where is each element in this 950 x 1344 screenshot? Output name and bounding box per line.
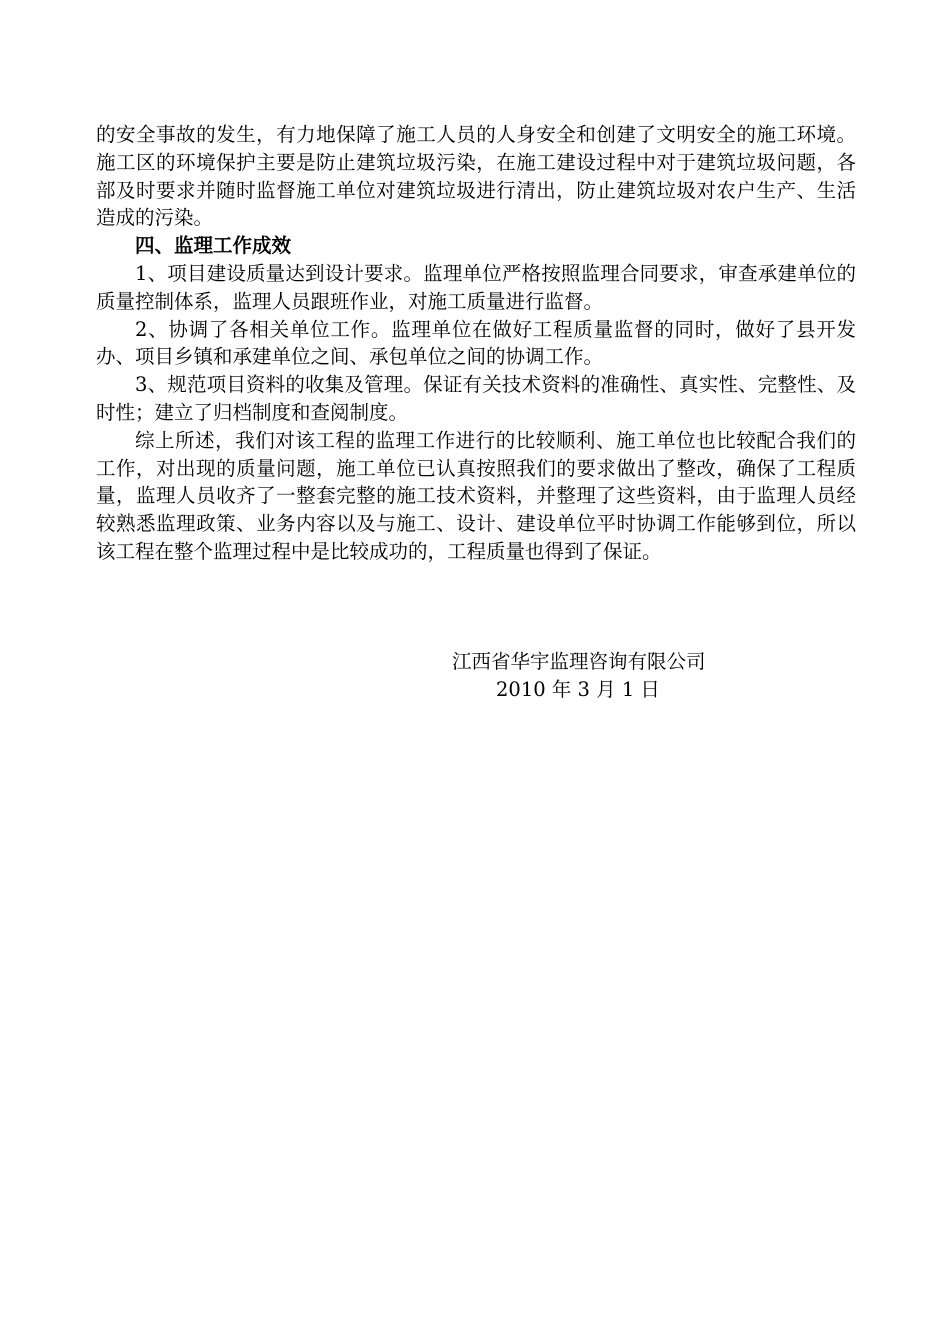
paragraph-item-2: 2、协调了各相关单位工作。监理单位在做好工程质量监督的同时，做好了县开发办、项目乡镇和承建单位之间、承包单位之间的协调工作。 (96, 317, 856, 369)
paragraph-item-1: 1、项目建设质量达到设计要求。监理单位严格按照监理合同要求，审查承建单位的质量控制体系，监理人员跟班作业，对施工质量进行监督。 (96, 261, 856, 313)
company-name: 江西省华宇监理咨询有限公司 (452, 650, 706, 673)
document-body (96, 121, 856, 566)
paragraph-item-3: 3、规范项目资料的收集及管理。保证有关技术资料的准确性、真实性、完整性、及时性；建立了归档制度和查阅制度。 (96, 373, 856, 424)
section-heading: 四、监理工作成效 (135, 234, 292, 258)
paragraph-safety-environment: 的安全事故的发生，有力地保障了施工人员的人身安全和创建了文明安全的施工环境。施工区的环境保护主要是防止建筑垃圾污染，在施工建设过程中对于建筑垃圾问题，各部及时要求并随时监督施工单位对建筑垃圾进行清出，防止建筑垃圾对农户生产、生活造成的污染。 (96, 123, 856, 230)
signature-date: 2010 年 3 月 1 日 (496, 678, 660, 701)
signature-block (452, 648, 706, 704)
paragraph-summary: 综上所述，我们对该工程的监理工作进行的比较顺利、施工单位也比较配合我们的工作，对出现的质量问题，施工单位已认真按照我们的要求做出了整改，确保了工程质量，监理人员收齐了一整套完整的施工技术资料，并整理了这些资料，由于监理人员经较熟悉监理政策、业务内容以及与施工、设计、建设单位平时协调工作能够到位，所以该工程在整个监理过程中是比较成功的，工程质量也得到了保证。 (96, 428, 856, 563)
